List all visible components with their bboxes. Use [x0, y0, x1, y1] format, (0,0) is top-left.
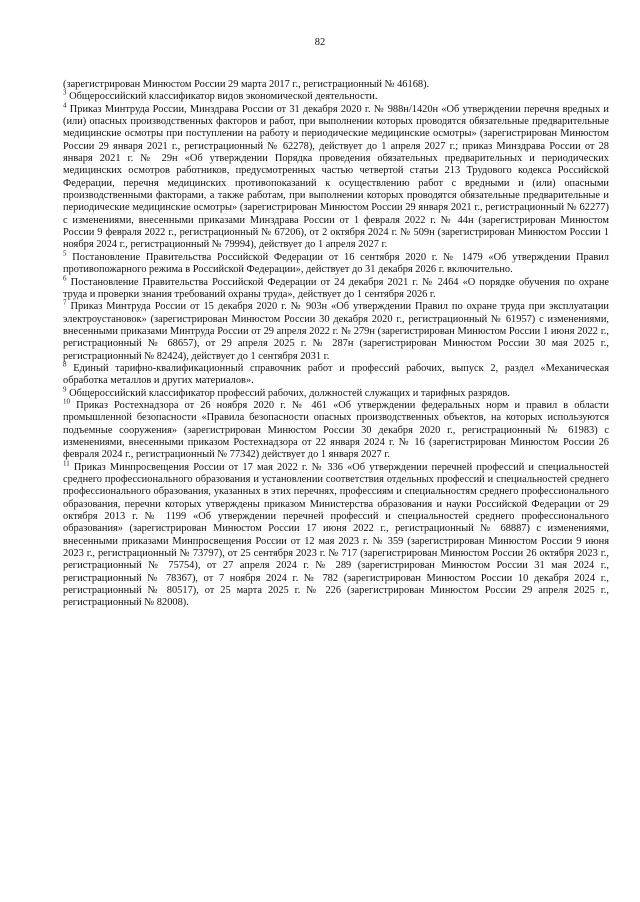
- footnote-text: (зарегистрирован Минюстом России 29 марта 2017 г., регистрационный № 46168).: [63, 79, 430, 90]
- page-number: 82: [314, 37, 326, 48]
- footnote-marker: 8: [63, 360, 67, 369]
- footnote-10: [63, 397, 609, 462]
- footnote-marker: 5: [63, 249, 67, 258]
- footnote-11: [63, 459, 609, 610]
- footnote-text: Постановление Правительства Российской Федерации от 16 сентября 2020 г. № 1479 «Об утверждении Правил противопожарного режима в Российской Федерации», действует до 31 декабря 2026 г. включительно.: [63, 251, 609, 276]
- footnote-text: Постановление Правительства Российской Федерации от 24 декабря 2021 г. № 2464 «О порядке обучения по охране труда и проверки знания требований охраны труда», действует до 1 сентября 2026 г.: [63, 276, 609, 300]
- footnote-text: Приказ Ростехнадзора от 26 ноября 2020 г. № 461 «Об утверждении федеральных норм и правил в области промышленной безопасности «Правила безопасности опасных производственных объектов, на которых используются подъемные сооружения» (зарегистрирован Минюстом России 30 декабря 2020 г., регистрационный № 61983) с изменениями, внесенными приказом Ростехнадзора от 22 января 2024 г. № 16 (зарегистрирован Минюстом России 26 февраля 2024 г., регистрационный № 77342) действует до 1 января 2027 г.: [63, 399, 609, 461]
- footnote-3: [63, 88, 609, 103]
- footnote-marker: 3: [63, 88, 67, 97]
- footnote-marker: 9: [63, 385, 67, 394]
- footnote-marker: 4: [63, 101, 67, 110]
- footnote-9: [63, 385, 609, 400]
- footnote-7: [63, 298, 609, 363]
- footnote-text: Общероссийский классификатор видов экономической деятельности.: [69, 91, 378, 103]
- footnote-8: [63, 360, 609, 388]
- footnote-text: Приказ Минтруда России от 15 декабря 2020 г. № 903н «Об утверждении Правил по охране труда при эксплуатации электроустановок» (зарегистрирован Минюстом России 30 декабря 2020 г., регистрационный № 61957) с изменениями, внесенными приказами Минтруда России от 29 апреля 2022 г. № 279н (зарегистрирован Минюстом России 1 июня 2022 г., регистрационный № 68657), от 29 апреля 2025 г. № 287н (зарегистрирован Минюстом России 30 мая 2025 г., регистрационный № 82424), действует до 1 сентября 2031 г.: [63, 301, 609, 362]
- footnotes-section: [63, 79, 609, 610]
- footnote-continuation: [63, 79, 609, 91]
- footnote-marker: 11: [63, 459, 70, 468]
- footnote-marker: 10: [63, 397, 70, 406]
- footnote-text: Единый тарифно-квалификационный справочник работ и профессий рабочих, выпуск 2, раздел «Механическая обработка металлов и других материалов».: [63, 362, 609, 387]
- footnote-text: Общероссийский классификатор профессий рабочих, должностей служащих и тарифных разрядов.: [69, 387, 510, 399]
- footnote-text: Приказ Минтруда России, Минздрава России от 31 декабря 2020 г. № 988н/1420н «Об утверждении перечня вредных и (или) опасных производственных факторов и работ, при выполнении которых проводятся обязательные предварительные медицинские осмотры при поступлении на работу и периодические медицинские осмотры» (зарегистрирован Минюстом России 29 января 2021 г., регистрационный № 62278), действует до 1 апреля 2027 г.; приказ Минздрава России от 28 января 2021 г. № 29н «Об утверждении Порядка проведения обязательных предварительных и периодических медицинских осмотров работников, предусмотренных частью четвертой статьи 213 Трудового кодекса Российской Федерации, перечня медицинских противопоказаний к осуществлению работ с вредными и (или) опасными производственными факторами, а также работам, при выполнении которых проводятся обязательные предварительные и периодические медицинские осмотры» (зарегистрирован Минюстом России 29 января 2021 г., регистрационный № 62277) с изменениями, внесенными приказами Минздрава России от 1 февраля 2022 г. № 44н (зарегистрирован Минюстом России 9 февраля 2022 г., регистрационный № 67206), от 2 октября 2024 г. № 509н (зарегистрирован Минюстом России 1 ноября 2024 г., регистрационный № 79994), действует до 1 апреля 2027 г.: [63, 103, 609, 251]
- footnote-marker: 7: [63, 298, 67, 307]
- footnote-5: [63, 249, 609, 277]
- footnote-6: [63, 274, 609, 302]
- footnote-marker: 6: [63, 274, 67, 283]
- footnote-text: Приказ Минпросвещения России от 17 мая 2022 г. № 336 «Об утверждении перечней профессий и специальностей среднего профессионального образования и установлении соответствия отдельных профессий и специальностей среднего профессионального образования, указанных в этих перечнях, профессиям и специальностям среднего профессионального образования, перечни которых утверждены приказом Министерства образования и науки Российской Федерации от 29 октября 2013 г. № 1199 «Об утверждении перечней профессий и специальностей среднего профессионального образования» (зарегистрирован Минюстом России 17 июня 2022 г., регистрационный № 68887) с изменениями, внесенными приказами Минпросвещения России от 12 мая 2023 г. № 359 (зарегистрирован Минюстом России 9 июня 2023 г., регистрационный № 73797), от 25 сентября 2023 г. № 717 (зарегистрирован Минюстом России 26 октября 2023 г., регистрационный № 75754), от 27 апреля 2024 г. № 289 (зарегистрирован Минюстом России 31 мая 2024 г., регистрационный № 78367), от 7 ноября 2024 г. № 782 (зарегистрирован Минюстом России 10 декабря 2024 г., регистрационный № 80517), от 25 марта 2025 г. № 226 (зарегистрирован Минюстом России 29 апреля 2025 г., регистрационный № 82008).: [63, 461, 609, 609]
- footnote-4: [63, 101, 609, 252]
